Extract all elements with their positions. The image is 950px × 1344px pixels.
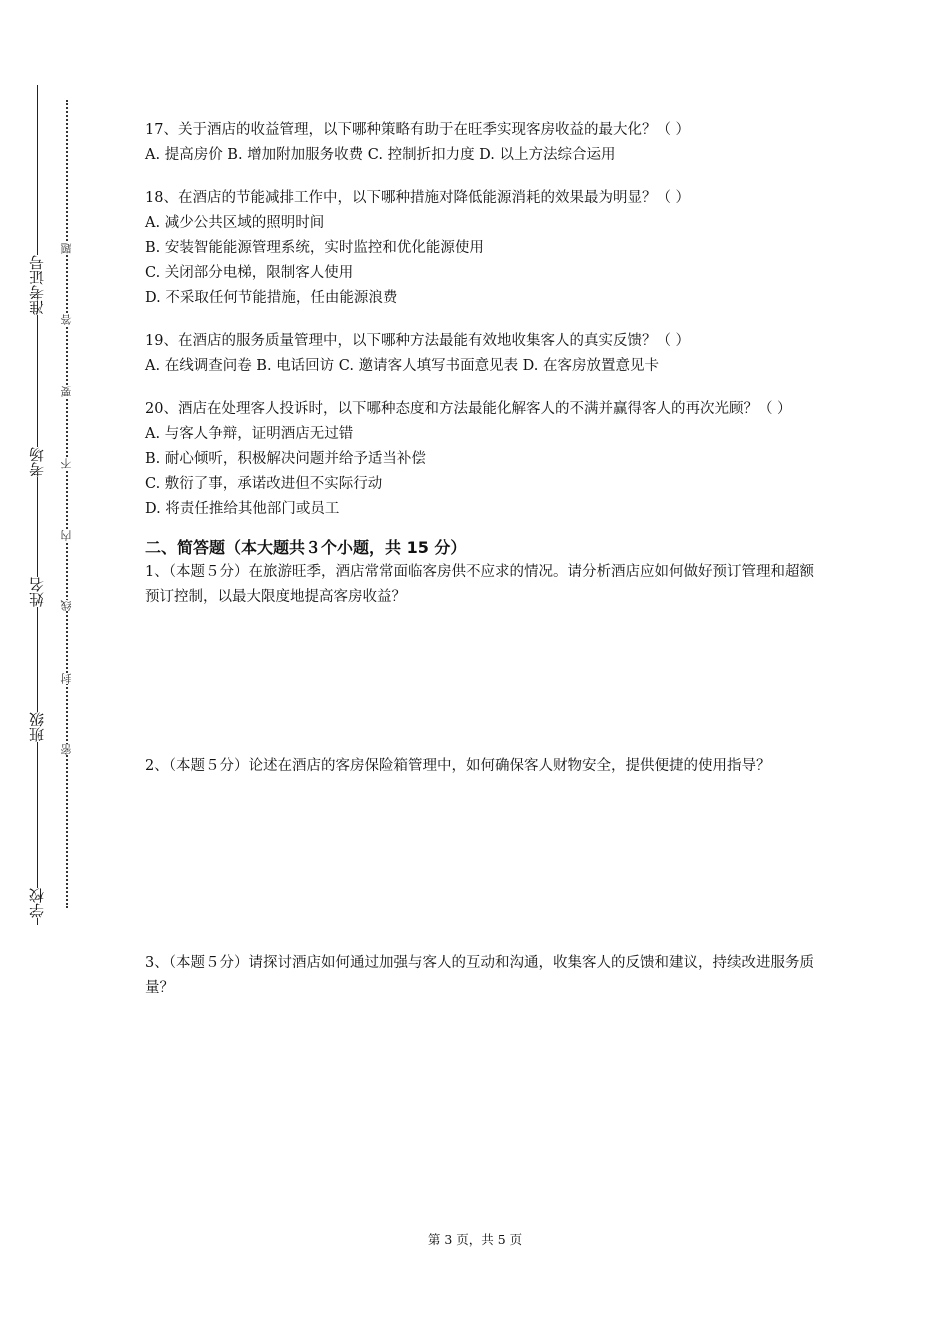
short-answer-3 xyxy=(145,951,820,1001)
page-footer: 第 3 页，共 5 页 xyxy=(427,1232,523,1247)
question-19 xyxy=(145,329,820,379)
question-20 xyxy=(145,397,820,522)
binding-notice-char: 密 xyxy=(57,744,77,755)
question-options: A. 提高房价 B. 增加附加服务收费 C. 控制折扣力度 D. 以上方法综合运用 xyxy=(145,147,616,163)
short-answer-question: 3、（本题５分）请探讨酒店如何通过加强与客人的互动和沟通，收集客人的反馈和建议，持续改进服务质量？ xyxy=(145,955,814,996)
short-answer-2 xyxy=(145,754,820,951)
short-answer-question: 1、（本题５分）在旅游旺季，酒店常常面临客房供不应求的情况。请分析酒店应如何做好预订管理和超额预订控制，以最大限度地提高客房收益？ xyxy=(145,564,814,605)
short-answer-question: 2、（本题５分）论述在酒店的客房保险箱管理中，如何确保客人财物安全，提供便捷的使用指导？ xyxy=(145,758,771,774)
short-answer-1 xyxy=(145,560,820,754)
option-a: A. 与客人争辩，证明酒店无过错 xyxy=(145,426,354,442)
option-c: C. 敷衍了事，承诺改进但不实际行动 xyxy=(145,476,383,492)
option-d: D. 不采取任何节能措施，任由能源浪费 xyxy=(145,290,398,306)
binding-notice-char: 要 xyxy=(57,386,77,397)
option-a: A. 减少公共区域的照明时间 xyxy=(145,215,325,231)
question-18 xyxy=(145,186,820,311)
binding-notice-char: 封 xyxy=(57,673,77,684)
section-title: 二、简答题（本大题共３个小题，共 15 分） xyxy=(145,538,467,557)
option-b: B. 耐心倾听，积极解决问题并给予适当补偿 xyxy=(145,451,426,467)
field-exam-number: 准考证号 xyxy=(21,255,53,315)
binding-notice-char: 答 xyxy=(57,314,77,325)
question-stem: 18、在酒店的节能减排工作中，以下哪种措施对降低能源消耗的效果最为明显？（ ） xyxy=(145,190,691,206)
option-b: B. 安装智能能源管理系统，实时监控和优化能源使用 xyxy=(145,240,484,256)
field-class: 班级 xyxy=(21,712,53,742)
exam-content xyxy=(145,118,820,1001)
binding-dotted-line xyxy=(66,100,68,908)
binding-solid-line xyxy=(37,85,38,925)
field-exam-room: 考场 xyxy=(21,447,53,477)
binding-notice-char: 题 xyxy=(57,243,77,254)
binding-notice-char: 内 xyxy=(57,530,77,541)
binding-notice-char: 不 xyxy=(57,458,77,469)
option-c: C. 关闭部分电梯，限制客人使用 xyxy=(145,265,354,281)
question-stem: 20、酒店在处理客人投诉时，以下哪种态度和方法最能化解客人的不满并赢得客人的再次光顾？（ ） xyxy=(145,401,792,417)
field-name: 姓名 xyxy=(21,577,53,607)
question-options: A. 在线调查问卷 B. 电话回访 C. 邀请客人填写书面意见表 D. 在客房放置意见卡 xyxy=(145,358,660,374)
option-d: D. 将责任推给其他部门或员工 xyxy=(145,501,340,517)
question-stem: 19、在酒店的服务质量管理中，以下哪种方法最能有效地收集客人的真实反馈？（ ） xyxy=(145,333,691,349)
binding-margin xyxy=(0,0,95,1344)
question-17 xyxy=(145,118,820,168)
question-stem: 17、关于酒店的收益管理，以下哪种策略有助于在旺季实现客房收益的最大化？（ ） xyxy=(145,122,691,138)
binding-notice-char: 线 xyxy=(57,600,77,611)
field-school: 学校 xyxy=(21,888,53,918)
